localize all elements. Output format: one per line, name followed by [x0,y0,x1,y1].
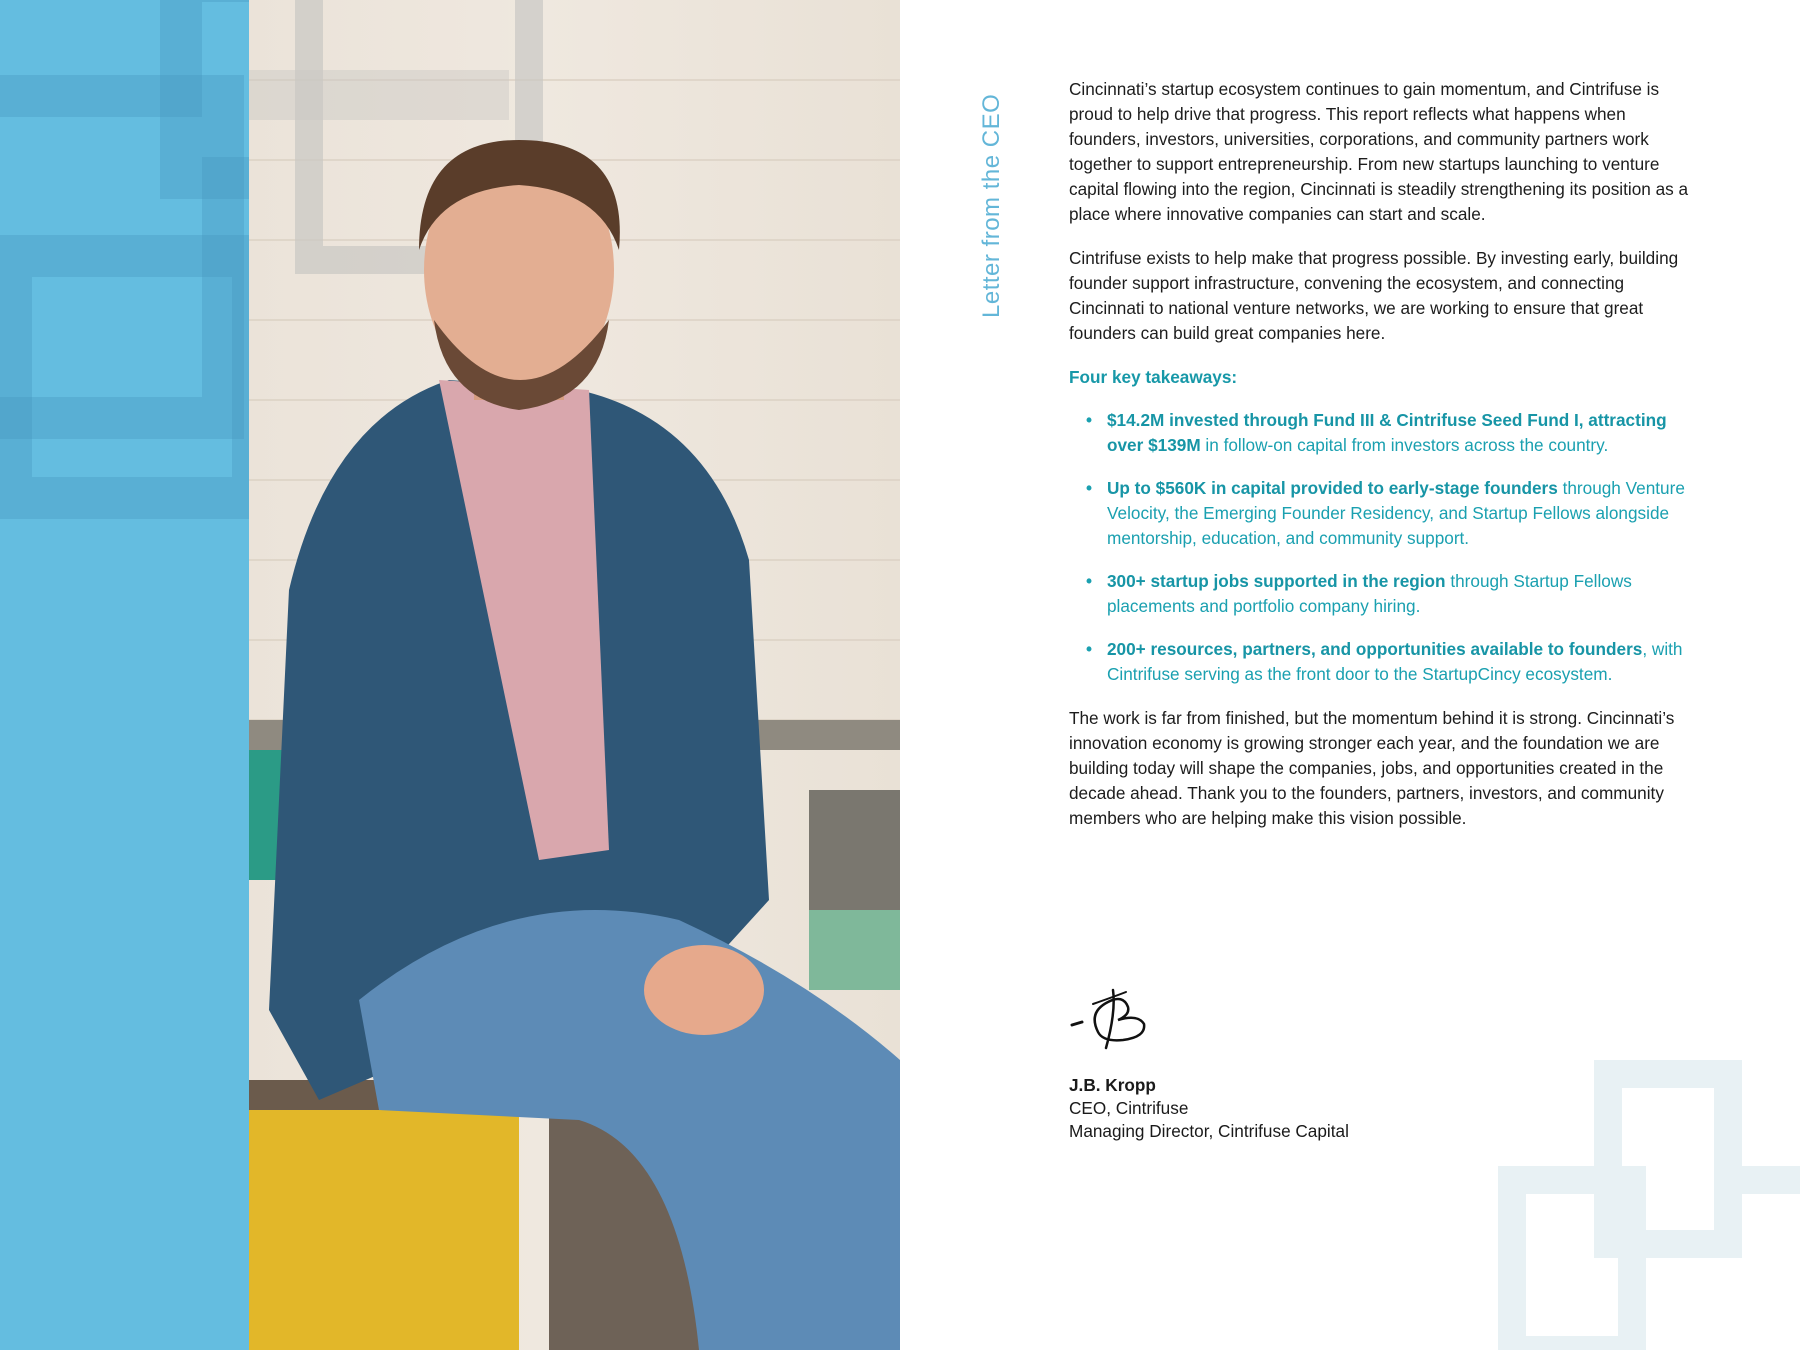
takeaways-list [1069,408,1689,687]
letter-paragraph-2: Cintrifuse exists to help make that progress possible. By investing early, building founder support infrastructure, convening the ecosystem, and connecting Cincinnati to national venture networks, we are working to ensure that great founders can build great companies here. [1069,248,1679,343]
takeaway-highlight: 300+ startup jobs supported in the region [1107,571,1446,591]
bullet-icon: • [1086,639,1093,659]
letter-paragraph-3: The work is far from finished, but the momentum behind it is strong. Cincinnati’s innovation economy is growing stronger each year, and the foundation we are building today will shape the companies, jobs, and opportunities created in the decade ahead. Thank you to the founders, partners, investors, and community members who are helping make this vision possible. [1069,708,1675,828]
takeaway-highlight: $14.2M invested through Fund III & Cintrifuse Seed Fund I, attracting over $139M [1107,410,1667,455]
bullet-icon: • [1086,410,1093,430]
section-label: Letter from the CEO [978,93,1005,318]
signer-title: CEO, Cintrifuse [1069,1098,1189,1118]
signer-name: J.B. Kropp [1069,1075,1156,1095]
takeaway-item [1069,637,1689,687]
takeaway-highlight: Up to $560K in capital provided to early-stage founders [1107,478,1558,498]
takeaway-highlight: 200+ resources, partners, and opportunities available to founders [1107,639,1643,659]
decorative-blue-band [0,0,249,1350]
takeaway-detail: , with Cintrifuse serving as the front door to the StartupCincy ecosystem. [1107,639,1683,684]
takeaway-detail: in follow-on capital from investors across the country. [1200,435,1609,455]
takeaways-heading: Four key takeaways: [1069,367,1238,387]
pattern-shape [160,0,249,199]
corner-logo-mark-icon [1498,1060,1800,1350]
signer-block [1069,1074,1349,1143]
takeaway-item [1069,408,1689,458]
bullet-icon: • [1086,478,1093,498]
takeaway-item [1069,569,1689,619]
letter-paragraph-1: Cincinnati’s startup ecosystem continues to gain momentum, and Cintrifuse is proud to help drive that progress. This report reflects what happens when founders, investors, universities, corporations, and community partners work together to support entrepreneurship. From new startups launching to venture capital flowing into the region, Cincinnati is steadily strengthening its position as a place where innovative companies can start and scale. [1069,79,1689,224]
ceo-letter [1069,77,1689,850]
takeaway-item [1069,476,1689,551]
pattern-shape [0,235,249,519]
takeaway-detail: through Venture Velocity, the Emerging Founder Residency, and Startup Fellows alongside mentorship, education, and community support. [1107,478,1685,548]
ceo-portrait-photo [249,0,900,1350]
signer-title: Managing Director, Cintrifuse Capital [1069,1121,1349,1141]
bullet-icon: • [1086,571,1093,591]
takeaway-detail: through Startup Fellows placements and portfolio company hiring. [1107,571,1632,616]
handwritten-signature [1068,982,1168,1057]
